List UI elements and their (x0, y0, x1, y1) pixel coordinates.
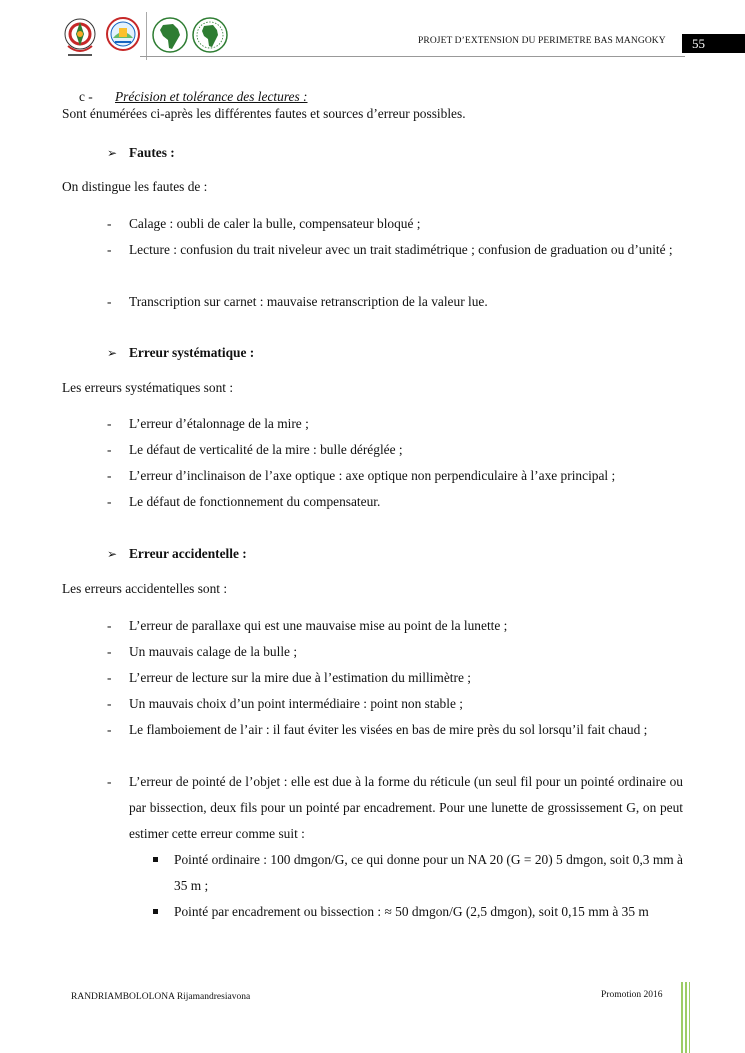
footer-green-bar (681, 982, 683, 1053)
list-item: - L’erreur d’inclinaison de l’axe optique : axe optique non perpendiculaire à l’axe principal ; (107, 463, 683, 489)
square-bullet-icon (153, 909, 158, 914)
list-item: - L’erreur de lecture sur la mire due à l’estimation du millimètre ; (107, 665, 683, 691)
dash-bullet: - (107, 216, 112, 231)
square-bullet-icon (153, 857, 158, 862)
institute-logo (105, 16, 141, 56)
list-item: - L’erreur de pointé de l’objet : elle est due à la forme du réticule (un seul fil pour un pointé ordinaire ou par bissection, deux fils pour un pointé par encadrement. Pour une lunette de grossissement G, on peut estimer cette erreur comme suit : (107, 769, 683, 847)
list-item: - Un mauvais choix d’un point intermédiaire : point non stable ; (107, 691, 683, 717)
dash-bullet: - (107, 618, 112, 633)
dash-bullet: - (107, 468, 112, 483)
list-item: - Le défaut de fonctionnement du compensateur. (107, 489, 683, 515)
dash-bullet: - (107, 442, 112, 457)
section-intro: Sont énumérées ci-après les différentes fautes et sources d’erreur possibles. (62, 106, 466, 121)
africa-bank-logo (191, 16, 229, 56)
arrow-bullet-icon: ➢ (107, 547, 118, 561)
header-rule (140, 56, 685, 57)
heading-text: Erreur accidentelle : (129, 546, 247, 561)
list-item: - L’erreur de parallaxe qui est une mauvaise mise au point de la lunette ; (107, 613, 683, 639)
list-item: - Transcription sur carnet : mauvaise retranscription de la valeur lue. (107, 289, 683, 315)
list-item: - L’erreur d’étalonnage de la mire ; (107, 411, 683, 437)
dash-bullet: - (107, 294, 112, 309)
footer-green-bar (685, 982, 687, 1053)
footer-green-bar (689, 982, 690, 1053)
heading-text: Erreur systématique : (129, 345, 255, 360)
footer-promotion: Promotion 2016 (601, 990, 663, 1000)
fautes-intro: On distingue les fautes de : (62, 179, 208, 194)
dash-bullet: - (107, 670, 112, 685)
list-item: - Lecture : confusion du trait niveleur avec un trait stadimétrique ; confusion de graduation ou d’unité ; (107, 237, 683, 263)
africa-map-logo (151, 16, 189, 56)
page-header (0, 0, 745, 70)
dash-bullet: - (107, 494, 112, 509)
dash-bullet: - (107, 722, 112, 737)
sub-list-item: Pointé par encadrement ou bissection : ≈ 50 dmgon/G (2,5 dmgon), soit 0,15 mm à 35 m (153, 899, 683, 925)
footer-author: RANDRIAMBOLOLONA Rijamandresiavona (71, 992, 251, 1002)
heading-erreur-accidentelle (107, 546, 247, 562)
arrow-bullet-icon: ➢ (107, 346, 118, 360)
heading-text: Fautes : (129, 145, 175, 160)
section-letter: c - (79, 89, 93, 104)
emblem-logo (62, 16, 98, 60)
sub-list-item: Pointé ordinaire : 100 dmgon/G, ce qui donne pour un NA 20 (G = 20) 5 dmgon, soit 0,3 mm à 35 m ; (153, 847, 683, 899)
accidentelle-intro: Les erreurs accidentelles sont : (62, 581, 228, 596)
arrow-bullet-icon: ➢ (107, 146, 118, 160)
list-item: - Calage : oubli de caler la bulle, compensateur bloqué ; (107, 211, 683, 237)
systematique-intro: Les erreurs systématiques sont : (62, 380, 234, 395)
project-title: PROJET D’EXTENSION DU PERIMETRE BAS MANGOKY (418, 36, 666, 46)
dash-bullet: - (107, 696, 112, 711)
section-heading (79, 89, 308, 105)
dash-bullet: - (107, 644, 112, 659)
heading-fautes (107, 145, 175, 161)
list-item: - Un mauvais calage de la bulle ; (107, 639, 683, 665)
dash-bullet: - (107, 242, 112, 257)
heading-erreur-systematique (107, 345, 254, 361)
dash-bullet: - (107, 774, 112, 789)
page-number: 55 (682, 34, 745, 53)
list-item: - Le défaut de verticalité de la mire : bulle déréglée ; (107, 437, 683, 463)
list-item: - Le flamboiement de l’air : il faut éviter les visées en bas de mire près du sol lorsqu’il fait chaud ; (107, 717, 683, 743)
dash-bullet: - (107, 416, 112, 431)
section-title: Précision et tolérance des lectures : (115, 89, 308, 104)
logo-divider (146, 12, 147, 60)
